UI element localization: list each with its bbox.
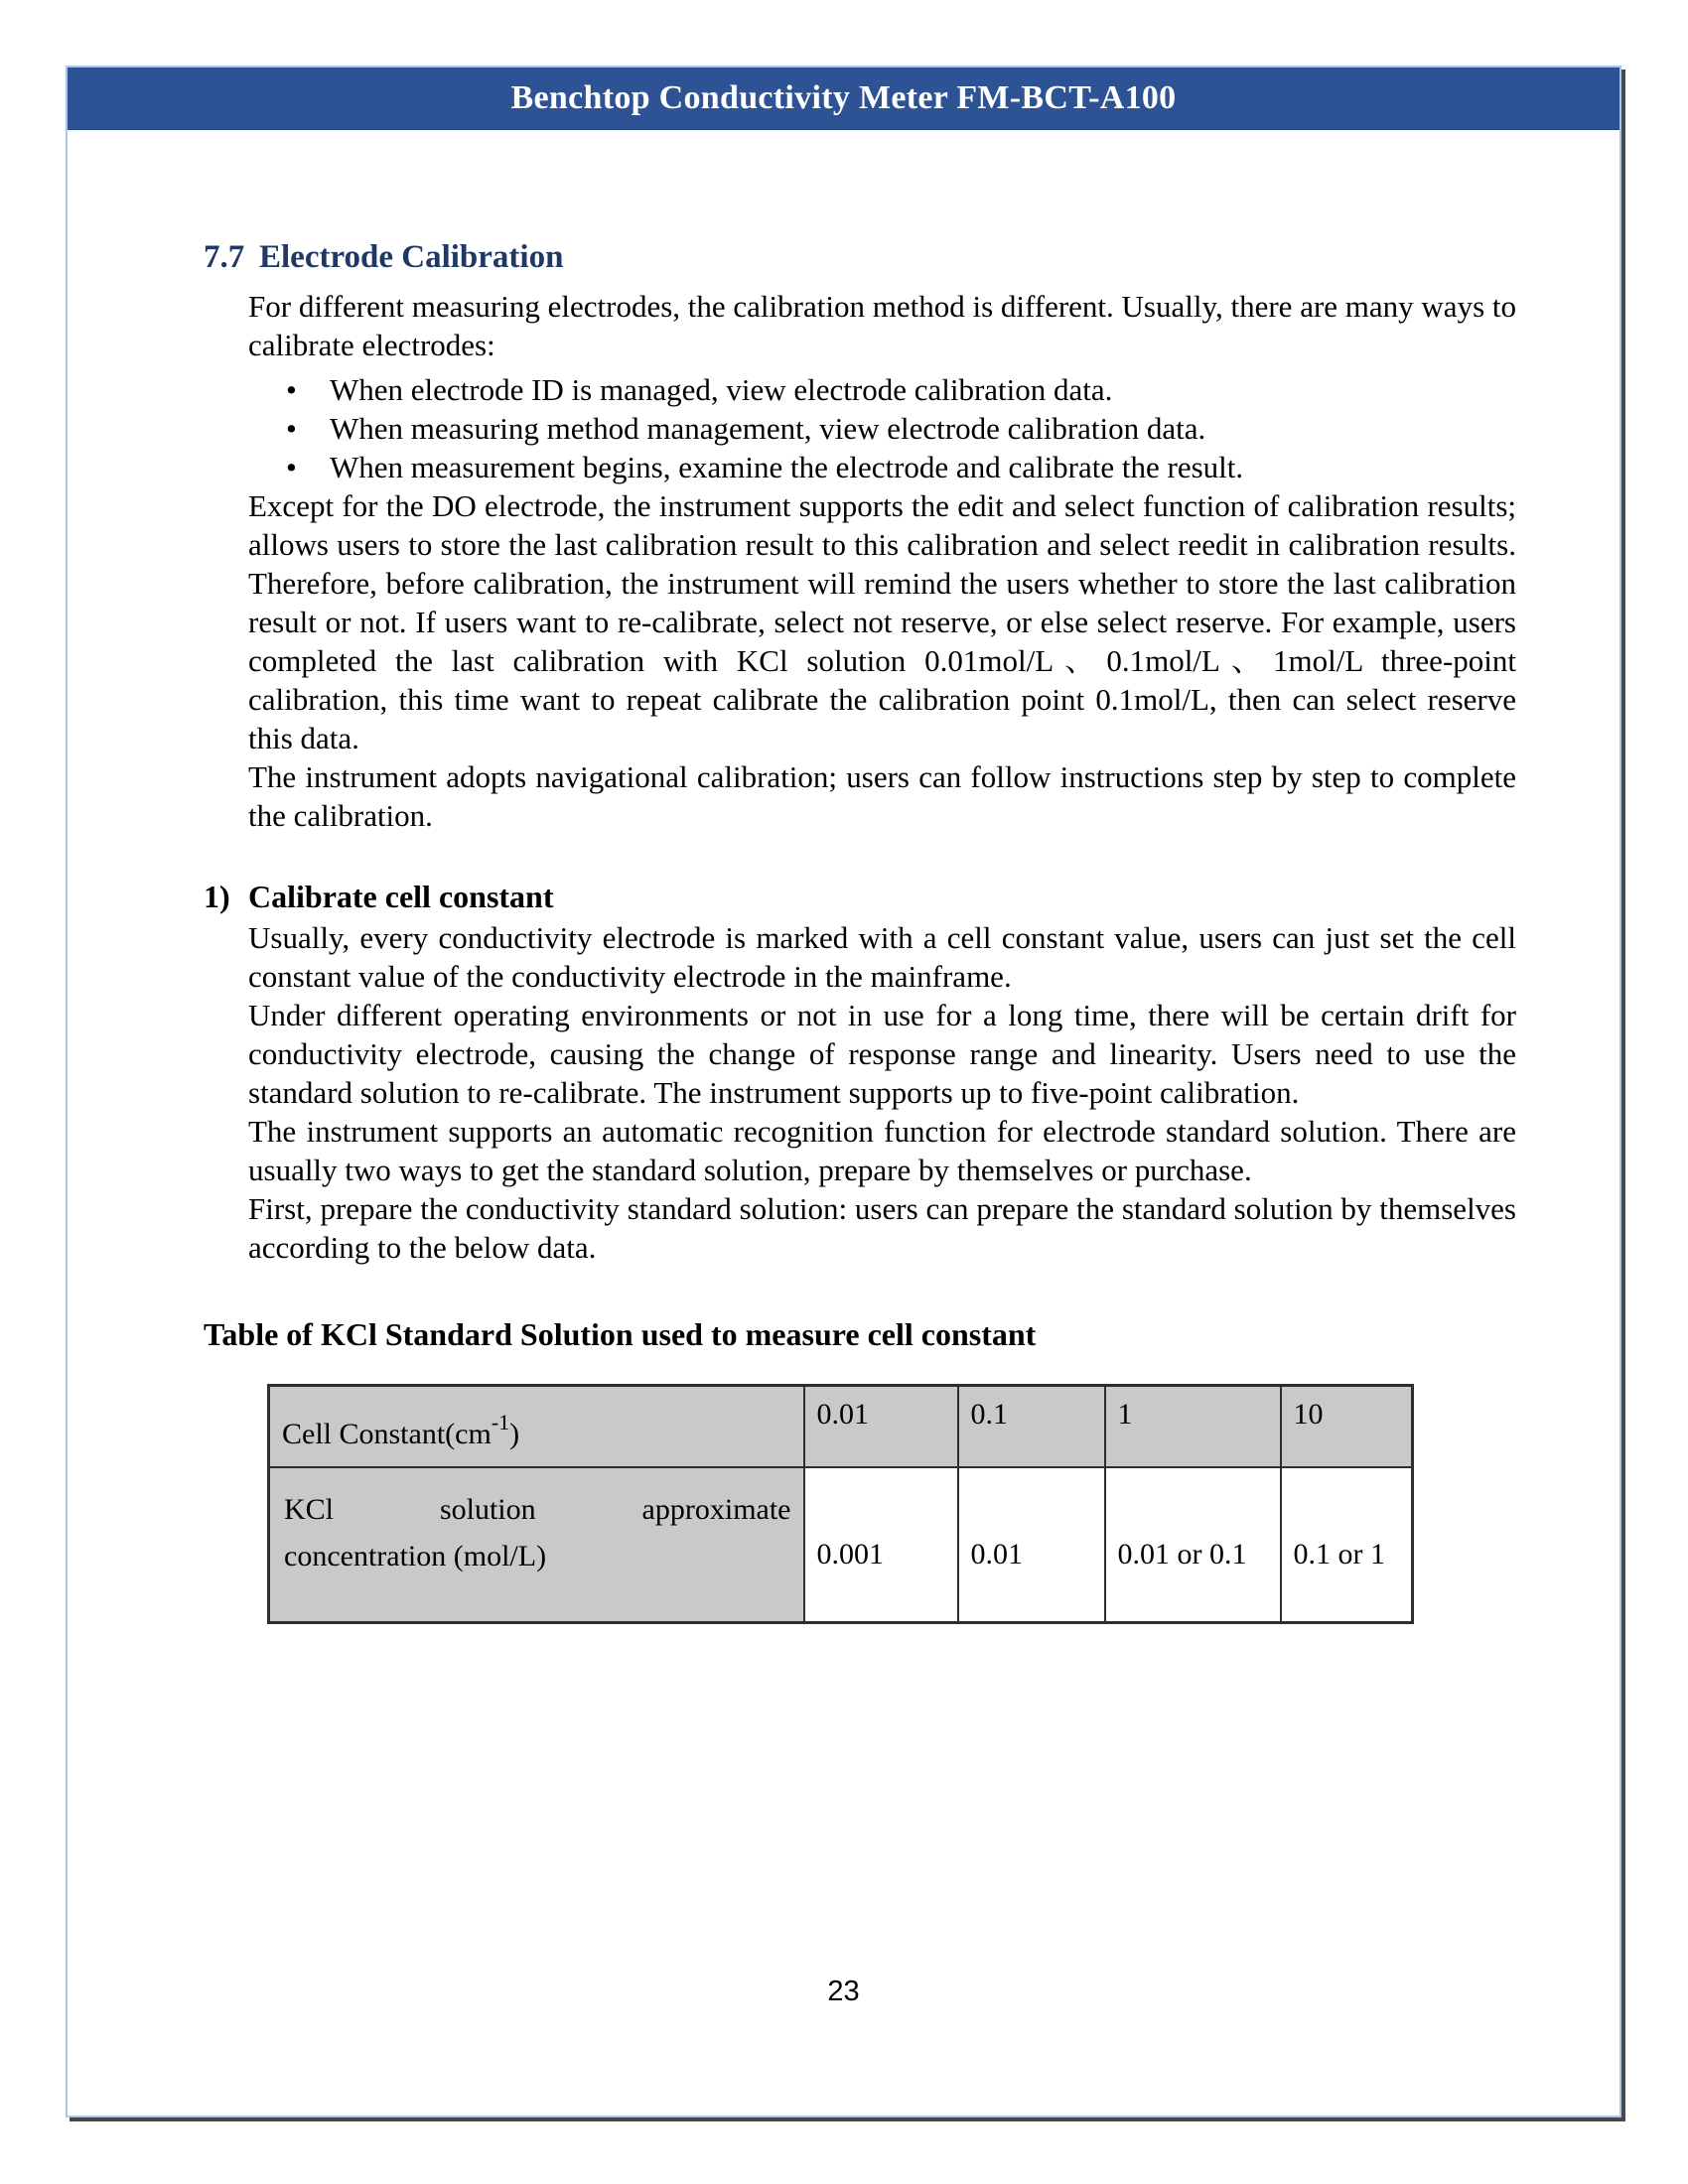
approximate-word: approximate — [641, 1493, 791, 1526]
subsection-title: Calibrate cell constant — [248, 879, 554, 914]
concentration-value-cell: 0.1 or 1 — [1281, 1467, 1413, 1623]
page-frame — [66, 66, 1621, 2117]
page-number: 23 — [827, 1976, 860, 2007]
bullet-item: • When electrode ID is managed, view electrode calibration data. — [248, 370, 1516, 409]
cell-constant-label: Cell Constant(cm — [282, 1418, 492, 1450]
bullet-item: • When measurement begins, examine the electrode and calibrate the result. — [248, 448, 1516, 486]
document-title: Benchtop Conductivity Meter FM-BCT-A100 — [510, 79, 1177, 116]
paragraph-cell-constant-1: Usually, every conductivity electrode is marked with a cell constant value, users can just set the cell constant value of the conductivity electrode in the mainframe. — [248, 920, 1516, 994]
paragraph-navigational-calibration: The instrument adopts navigational calibration; users can follow instructions step by step to complete the calibration. — [248, 759, 1516, 833]
kcl-label-line2: concentration (mol/L) — [284, 1540, 547, 1572]
table-title: Table of KCl Standard Solution used to measure cell constant — [204, 1316, 1037, 1352]
bullet-list — [248, 370, 1516, 486]
document-header-bar — [68, 68, 1619, 130]
header-value-cell: 1 — [1105, 1386, 1281, 1468]
kcl-label-line1 — [282, 1476, 791, 1529]
kcl-concentration-label-cell — [269, 1467, 804, 1623]
page-content — [68, 235, 1619, 1624]
kcl-standard-solution-table — [267, 1384, 1414, 1624]
kcl-word: KCl — [284, 1493, 335, 1526]
subsection-number: 1) — [204, 879, 230, 914]
cell-constant-label-cell — [269, 1386, 804, 1468]
concentration-value-cell: 0.01 — [958, 1467, 1105, 1623]
subsection-heading — [204, 875, 1516, 918]
section-title: Electrode Calibration — [259, 239, 564, 275]
table-value-row — [269, 1467, 1413, 1623]
header-value-cell: 0.1 — [958, 1386, 1105, 1468]
cell-constant-superscript: -1 — [491, 1410, 510, 1434]
section-heading — [204, 235, 1516, 279]
solution-word: solution — [439, 1493, 536, 1526]
header-value-cell: 0.01 — [804, 1386, 958, 1468]
section-intro-paragraph: For different measuring electrodes, the calibration method is different. Usually, there are many ways to calibrate electrodes: — [248, 289, 1516, 362]
paragraph-cell-constant-4: First, prepare the conductivity standard solution: users can prepare the standard solution by themselves according to the below data. — [248, 1191, 1516, 1265]
bullet-item: • When measuring method management, view electrode calibration data. — [248, 409, 1516, 448]
paragraph-cell-constant-3: The instrument supports an automatic recognition function for electrode standard solution. There are usually two ways to get the standard solution, prepare by themselves or purchase. — [248, 1114, 1516, 1187]
table-header-row — [269, 1386, 1413, 1468]
section-number: 7.7 — [204, 239, 245, 275]
concentration-value-cell: 0.001 — [804, 1467, 958, 1623]
concentration-value-cell: 0.01 or 0.1 — [1105, 1467, 1281, 1623]
cell-constant-label-close: ) — [509, 1418, 520, 1450]
paragraph-cell-constant-2: Under different operating environments or not in use for a long time, there will be certain drift for conductivity electrode, causing the change of response range and linearity. Users need to use the standard solution to re-calibrate. The instrument supports up to five-point calibration. — [248, 998, 1516, 1110]
header-value-cell: 10 — [1281, 1386, 1413, 1468]
paragraph-except-do-electrode: Except for the DO electrode, the instrument supports the edit and select function of calibration results; allows users to store the last calibration result to this calibration and select reedit in calibration results. Therefore, before calibration, the instrument will remind the users whether to store the last calibration result or not. If users want to re-calibrate, select not reserve, or else select reserve. For example, users completed the last calibration with KCl solution 0.01mol/L、0.1mol/L、1mol/L three-point calibration, this time want to repeat calibrate the calibration point 0.1mol/L, then can select reserve this data. — [248, 488, 1516, 755]
